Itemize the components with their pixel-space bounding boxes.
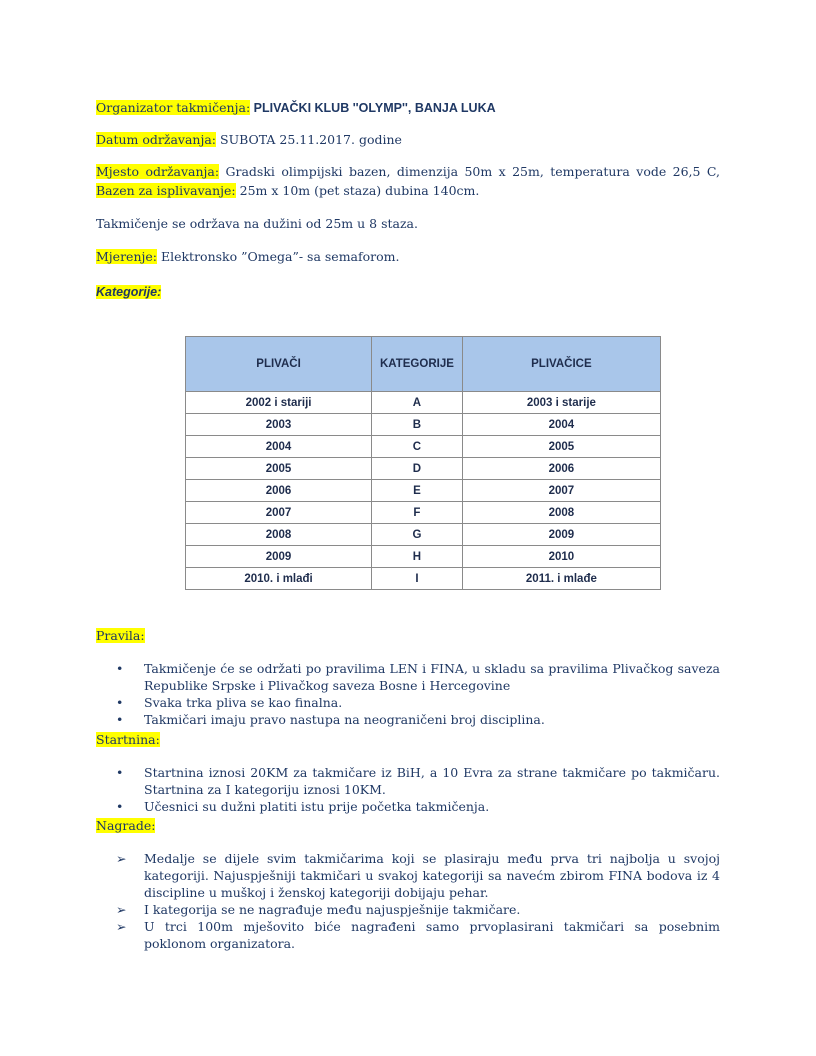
cell-category: H (372, 546, 463, 568)
rules-item-text: Takmičenje će se održati po pravilima LEN i FINA, u skladu sa pravilima Plivačkog saveza Republike Srpske i Plivačkog saveza Bosne i Hercegovine (144, 661, 720, 693)
venue-label: Mjesto održavanja: (96, 164, 220, 179)
course-line: Takmičenje se održava na dužini od 25m u 8 staza. (96, 216, 418, 231)
arrow-bullet-icon: ➢ (116, 851, 127, 866)
rules-item-text: Takmičari imaju pravo nastupa na neograničeni broj disciplina. (144, 712, 545, 727)
bullet-icon: • (116, 661, 124, 676)
rules-heading (96, 626, 145, 645)
bullet-icon: • (116, 765, 124, 780)
table-header-row (186, 337, 661, 392)
bullet-icon: • (116, 695, 124, 710)
list-item (96, 711, 720, 728)
header-categories: KATEGORIJE (372, 337, 463, 392)
cell-category: A (372, 392, 463, 414)
cell-male: 2008 (186, 524, 372, 546)
cell-female: 2008 (462, 502, 660, 524)
cell-category: E (372, 480, 463, 502)
cell-category: B (372, 414, 463, 436)
date-label: Datum održavanja: (96, 132, 217, 147)
cell-male: 2005 (186, 458, 372, 480)
cell-female: 2009 (462, 524, 660, 546)
date-value: SUBOTA 25.11.2017. godine (216, 132, 402, 147)
cell-category: D (372, 458, 463, 480)
arrow-bullet-icon: ➢ (116, 902, 127, 917)
cell-category: G (372, 524, 463, 546)
categories-heading (96, 282, 161, 302)
awards-heading (96, 816, 155, 835)
date-line (96, 130, 402, 149)
fee-heading (96, 730, 160, 749)
awards-item-text: I kategorija se ne nagrađuje među najuspješnije takmičare. (144, 902, 521, 917)
table-row (186, 568, 661, 590)
cell-female: 2004 (462, 414, 660, 436)
organizer-label: Organizator takmičenja: (96, 100, 251, 115)
bullet-icon: • (116, 799, 124, 814)
cell-female: 2005 (462, 436, 660, 458)
cell-category: F (372, 502, 463, 524)
header-swimmers-female: PLIVAČICE (462, 337, 660, 392)
list-item (96, 798, 720, 815)
organizer-line (96, 98, 496, 118)
table-row (186, 458, 661, 480)
list-item (96, 694, 720, 711)
table-row (186, 436, 661, 458)
table-row (186, 414, 661, 436)
header-swimmers-male: PLIVAČI (186, 337, 372, 392)
arrow-bullet-icon: ➢ (116, 919, 127, 934)
venue-value: Gradski olimpijski bazen, dimenzija 50m x 25m, temperatura vode 26,5 C, (219, 164, 720, 179)
cell-female: 2003 i starije (462, 392, 660, 414)
cell-male: 2010. i mlađi (186, 568, 372, 590)
rules-list (96, 660, 720, 728)
categories-table (185, 336, 661, 590)
list-item (96, 764, 720, 798)
awards-item-text: U trci 100m mješovito biće nagrađeni samo prvoplasirani takmičari sa posebnim poklonom organizatora. (144, 919, 720, 951)
cell-female: 2011. i mlađe (462, 568, 660, 590)
fee-item-text: Učesnici su dužni platiti istu prije početka takmičenja. (144, 799, 490, 814)
list-item (96, 660, 720, 694)
cell-male: 2007 (186, 502, 372, 524)
cell-category: C (372, 436, 463, 458)
awards-item-text: Medalje se dijele svim takmičarima koji se plasiraju među prva tri najbolja u svojoj kategoriji. Najuspješniji takmičari u svakoj kategoriji sa navećm zbirom FINA bodova iz 4 discipline u muškoj i ženskoj kategoriji dobijaju pehar. (144, 851, 720, 900)
categories-heading-text: Kategorije: (96, 285, 162, 299)
cell-male: 2009 (186, 546, 372, 568)
bullet-icon: • (116, 712, 124, 727)
venue-line (96, 162, 720, 200)
warmup-value: 25m x 10m (pet staza) dubina 140cm. (235, 183, 480, 198)
timing-label: Mjerenje: (96, 249, 157, 264)
cell-category: I (372, 568, 463, 590)
list-item (96, 901, 720, 918)
cell-female: 2006 (462, 458, 660, 480)
cell-female: 2010 (462, 546, 660, 568)
timing-value: Elektronsko ”Omega”- sa semaforom. (156, 249, 400, 264)
warmup-label: Bazen za isplivavanje: (96, 183, 236, 198)
awards-heading-text: Nagrade: (96, 818, 156, 833)
table-row (186, 502, 661, 524)
timing-line (96, 247, 399, 266)
table-row (186, 524, 661, 546)
table-row (186, 392, 661, 414)
fee-list (96, 764, 720, 815)
cell-male: 2002 i stariji (186, 392, 372, 414)
organizer-value: PLIVAČKI KLUB ''OLYMP'', BANJA LUKA (250, 101, 496, 115)
table-row (186, 480, 661, 502)
fee-item-text: Startnina iznosi 20KM za takmičare iz BiH, a 10 Evra za strane takmičare po takmičaru. Startnina za I kategoriju iznosi 10KM. (144, 765, 720, 797)
table-row (186, 546, 661, 568)
cell-male: 2006 (186, 480, 372, 502)
list-item (96, 918, 720, 952)
cell-male: 2004 (186, 436, 372, 458)
cell-male: 2003 (186, 414, 372, 436)
rules-heading-text: Pravila: (96, 628, 145, 643)
awards-list (96, 850, 720, 952)
list-item (96, 850, 720, 901)
rules-item-text: Svaka trka pliva se kao finalna. (144, 695, 343, 710)
fee-heading-text: Startnina: (96, 732, 160, 747)
cell-female: 2007 (462, 480, 660, 502)
